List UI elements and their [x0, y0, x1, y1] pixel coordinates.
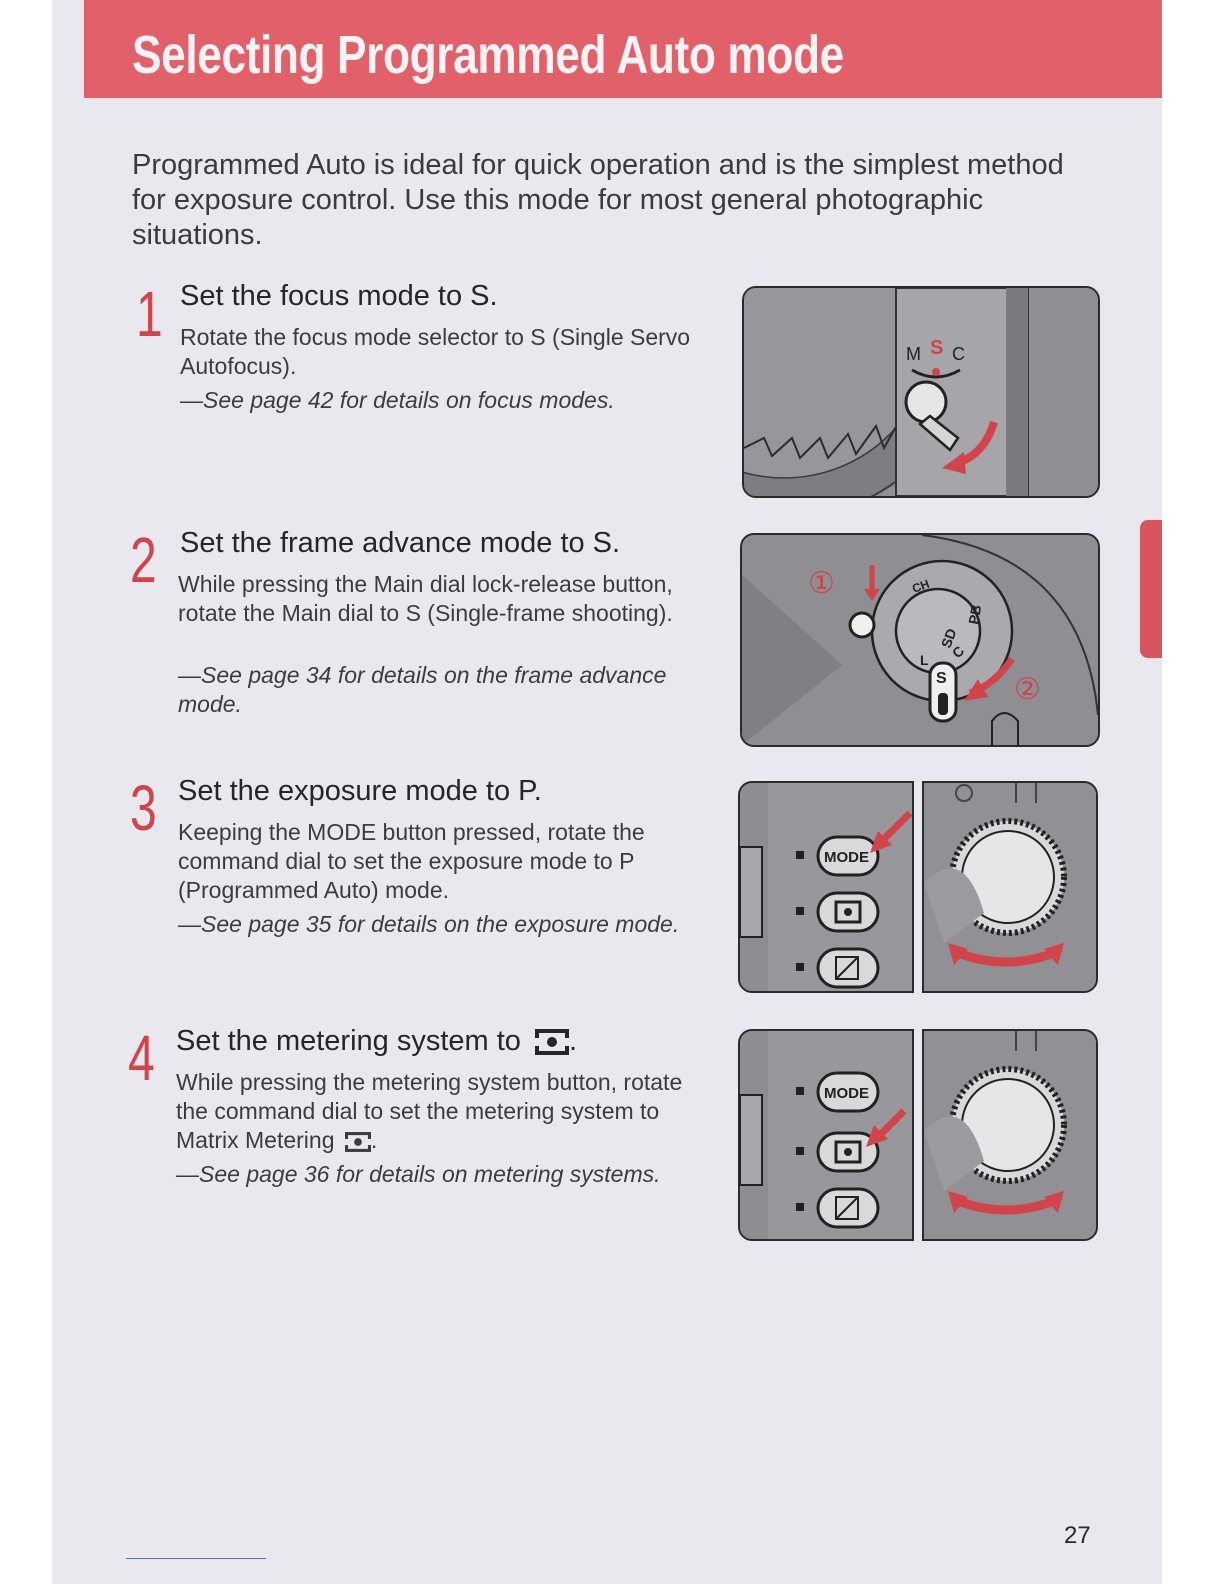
- step-1-number: 1: [136, 278, 163, 350]
- step-2-body: While pressing the Main dial lock-release button, rotate the Main dial to S (Single-frame shooting).: [178, 571, 673, 626]
- step-4-number: 4: [128, 1022, 155, 1094]
- dial-label-c: C: [948, 642, 968, 662]
- focus-label-c: C: [952, 344, 965, 364]
- step-4-title: Set the metering system to .: [176, 1025, 578, 1057]
- step-3-number: 3: [130, 772, 157, 844]
- focus-mode-illustration: [742, 286, 1100, 498]
- step-1-title: Set the focus mode to S.: [180, 280, 498, 312]
- step-4-body-text: While pressing the metering system button, rotate the command dial to set the metering system to Matrix Metering: [176, 1069, 683, 1153]
- command-dial-illustration-4: [922, 1029, 1098, 1241]
- matrix-metering-icon: [345, 1132, 371, 1152]
- metering-button-drawing: [740, 1031, 912, 1239]
- main-dial-illustration: [740, 533, 1100, 747]
- step-2-number: 2: [130, 524, 157, 596]
- mode-button-illustration: [738, 781, 914, 993]
- focus-selector-drawing: [744, 288, 1098, 496]
- mode-button-label: MODE: [824, 849, 869, 866]
- dial-label-s: S: [936, 670, 947, 687]
- page-number: 27: [1064, 1522, 1091, 1549]
- section-tab-marker: [1140, 520, 1162, 658]
- focus-label-s: S: [930, 337, 944, 359]
- step-2-reference: —See page 34 for details on the frame advance mode.: [178, 662, 667, 717]
- footer-rule: [126, 1558, 266, 1559]
- dial-label-l: L: [920, 652, 929, 668]
- step-4-title-text: Set the metering system to: [176, 1025, 521, 1057]
- metering-button-illustration: [738, 1029, 914, 1241]
- step-4-reference: —See page 36 for details on metering systems.: [176, 1161, 661, 1187]
- step-3-body: Keeping the MODE button pressed, rotate the command dial to set the exposure mode to P (Programmed Auto) mode.: [178, 819, 645, 903]
- step-1-reference: —See page 42 for details on focus modes.: [180, 387, 615, 413]
- mode-button-label-2: MODE: [824, 1085, 869, 1102]
- main-dial-drawing: [742, 535, 1098, 745]
- step-4-body: While pressing the metering system button, rotate the command dial to set the metering system to Matrix Metering .: [176, 1069, 683, 1153]
- callout-2: ②: [1014, 672, 1041, 707]
- step-3-title: Set the exposure mode to P.: [178, 775, 542, 807]
- step-2-title: Set the frame advance mode to S.: [180, 527, 621, 559]
- mode-button-drawing: [740, 783, 912, 991]
- command-dial-illustration-3: [922, 781, 1098, 993]
- dial-label-ch: CH: [910, 576, 932, 596]
- focus-label-m: M: [906, 344, 921, 364]
- page-title: Selecting Programmed Auto mode: [132, 25, 844, 85]
- header-banner: [84, 0, 1162, 98]
- dial-label-sd: SD: [937, 626, 960, 651]
- command-dial-drawing-3: [924, 783, 1096, 991]
- command-dial-drawing-4: [924, 1031, 1096, 1239]
- matrix-metering-icon: [535, 1029, 569, 1055]
- step-3-reference: —See page 35 for details on the exposure mode.: [178, 911, 680, 937]
- callout-1: ①: [808, 566, 835, 601]
- dial-label-pb: PB: [965, 603, 985, 626]
- step-1-body: Rotate the focus mode selector to S (Single Servo Autofocus).: [180, 324, 691, 379]
- intro-paragraph: Programmed Auto is ideal for quick operation and is the simplest method for exposure control. Use this mode for most general photographic situations.: [132, 149, 1064, 251]
